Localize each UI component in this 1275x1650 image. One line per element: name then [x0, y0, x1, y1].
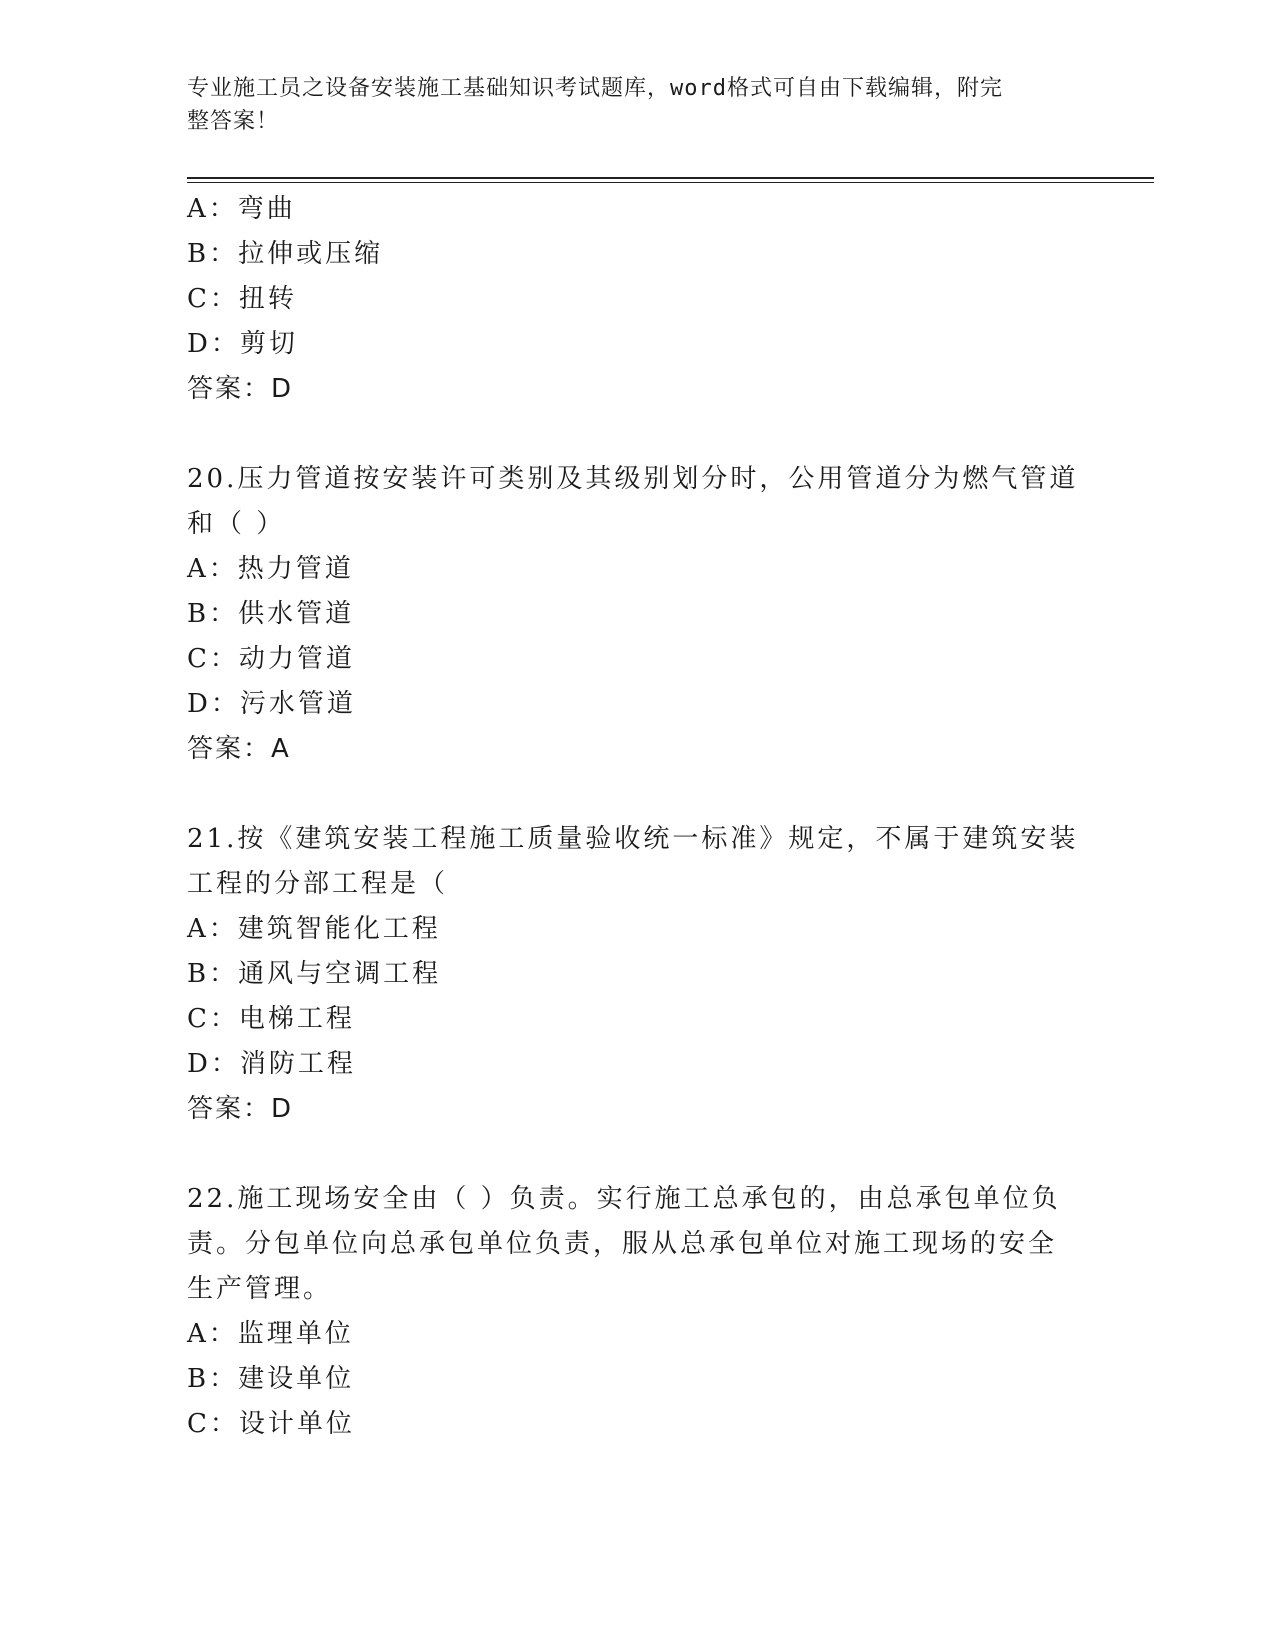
- document-header: [187, 72, 1067, 138]
- header-divider-thick: [187, 177, 1154, 179]
- header-line-2: 整答案！: [187, 109, 280, 134]
- q20-option-b: B：供水管道: [187, 599, 355, 629]
- q19-option-a: A：弯曲: [187, 194, 296, 224]
- q20-option-d: D：污水管道: [187, 689, 356, 719]
- q21-stem-line-2: 工程的分部工程是（: [187, 869, 449, 899]
- q20-answer: 答案：A: [187, 734, 291, 764]
- q19-answer: 答案：D: [187, 374, 294, 404]
- q22-option-c: C：设计单位: [187, 1409, 355, 1439]
- q22-option-b: B：建设单位: [187, 1364, 355, 1394]
- q20-option-a: A：热力管道: [187, 554, 354, 584]
- q21-option-c: C：电梯工程: [187, 1004, 355, 1034]
- q21-option-d: D：消防工程: [187, 1049, 356, 1079]
- q21-answer: 答案：D: [187, 1094, 294, 1124]
- q19-option-b: B：拉伸或压缩: [187, 239, 384, 269]
- q22-stem-line-3: 生产管理。: [187, 1274, 333, 1304]
- q21-option-b: B：通风与空调工程: [187, 959, 442, 989]
- q22-stem-line-2: 责。分包单位向总承包单位负责，服从总承包单位对施工现场的安全: [187, 1229, 1058, 1259]
- q22-stem-line-1: 22.施工现场安全由（ ）负责。实行施工总承包的，由总承包单位负: [187, 1184, 1061, 1214]
- q22-option-a: A：监理单位: [187, 1319, 354, 1349]
- q20-stem-line-1: 20.压力管道按安装许可类别及其级别划分时，公用管道分为燃气管道: [187, 464, 1079, 494]
- q19-option-d: D：剪切: [187, 329, 298, 359]
- header-line-1: 专业施工员之设备安装施工基础知识考试题库，word格式可自由下载编辑，附完: [187, 76, 1003, 101]
- header-divider-thin: [187, 182, 1154, 183]
- q21-option-a: A：建筑智能化工程: [187, 914, 441, 944]
- q20-option-c: C：动力管道: [187, 644, 355, 674]
- q20-stem-line-2: 和（ ）: [187, 509, 286, 539]
- q19-option-c: C：扭转: [187, 284, 297, 314]
- q21-stem-line-1: 21.按《建筑安装工程施工质量验收统一标准》规定，不属于建筑安装: [187, 824, 1079, 854]
